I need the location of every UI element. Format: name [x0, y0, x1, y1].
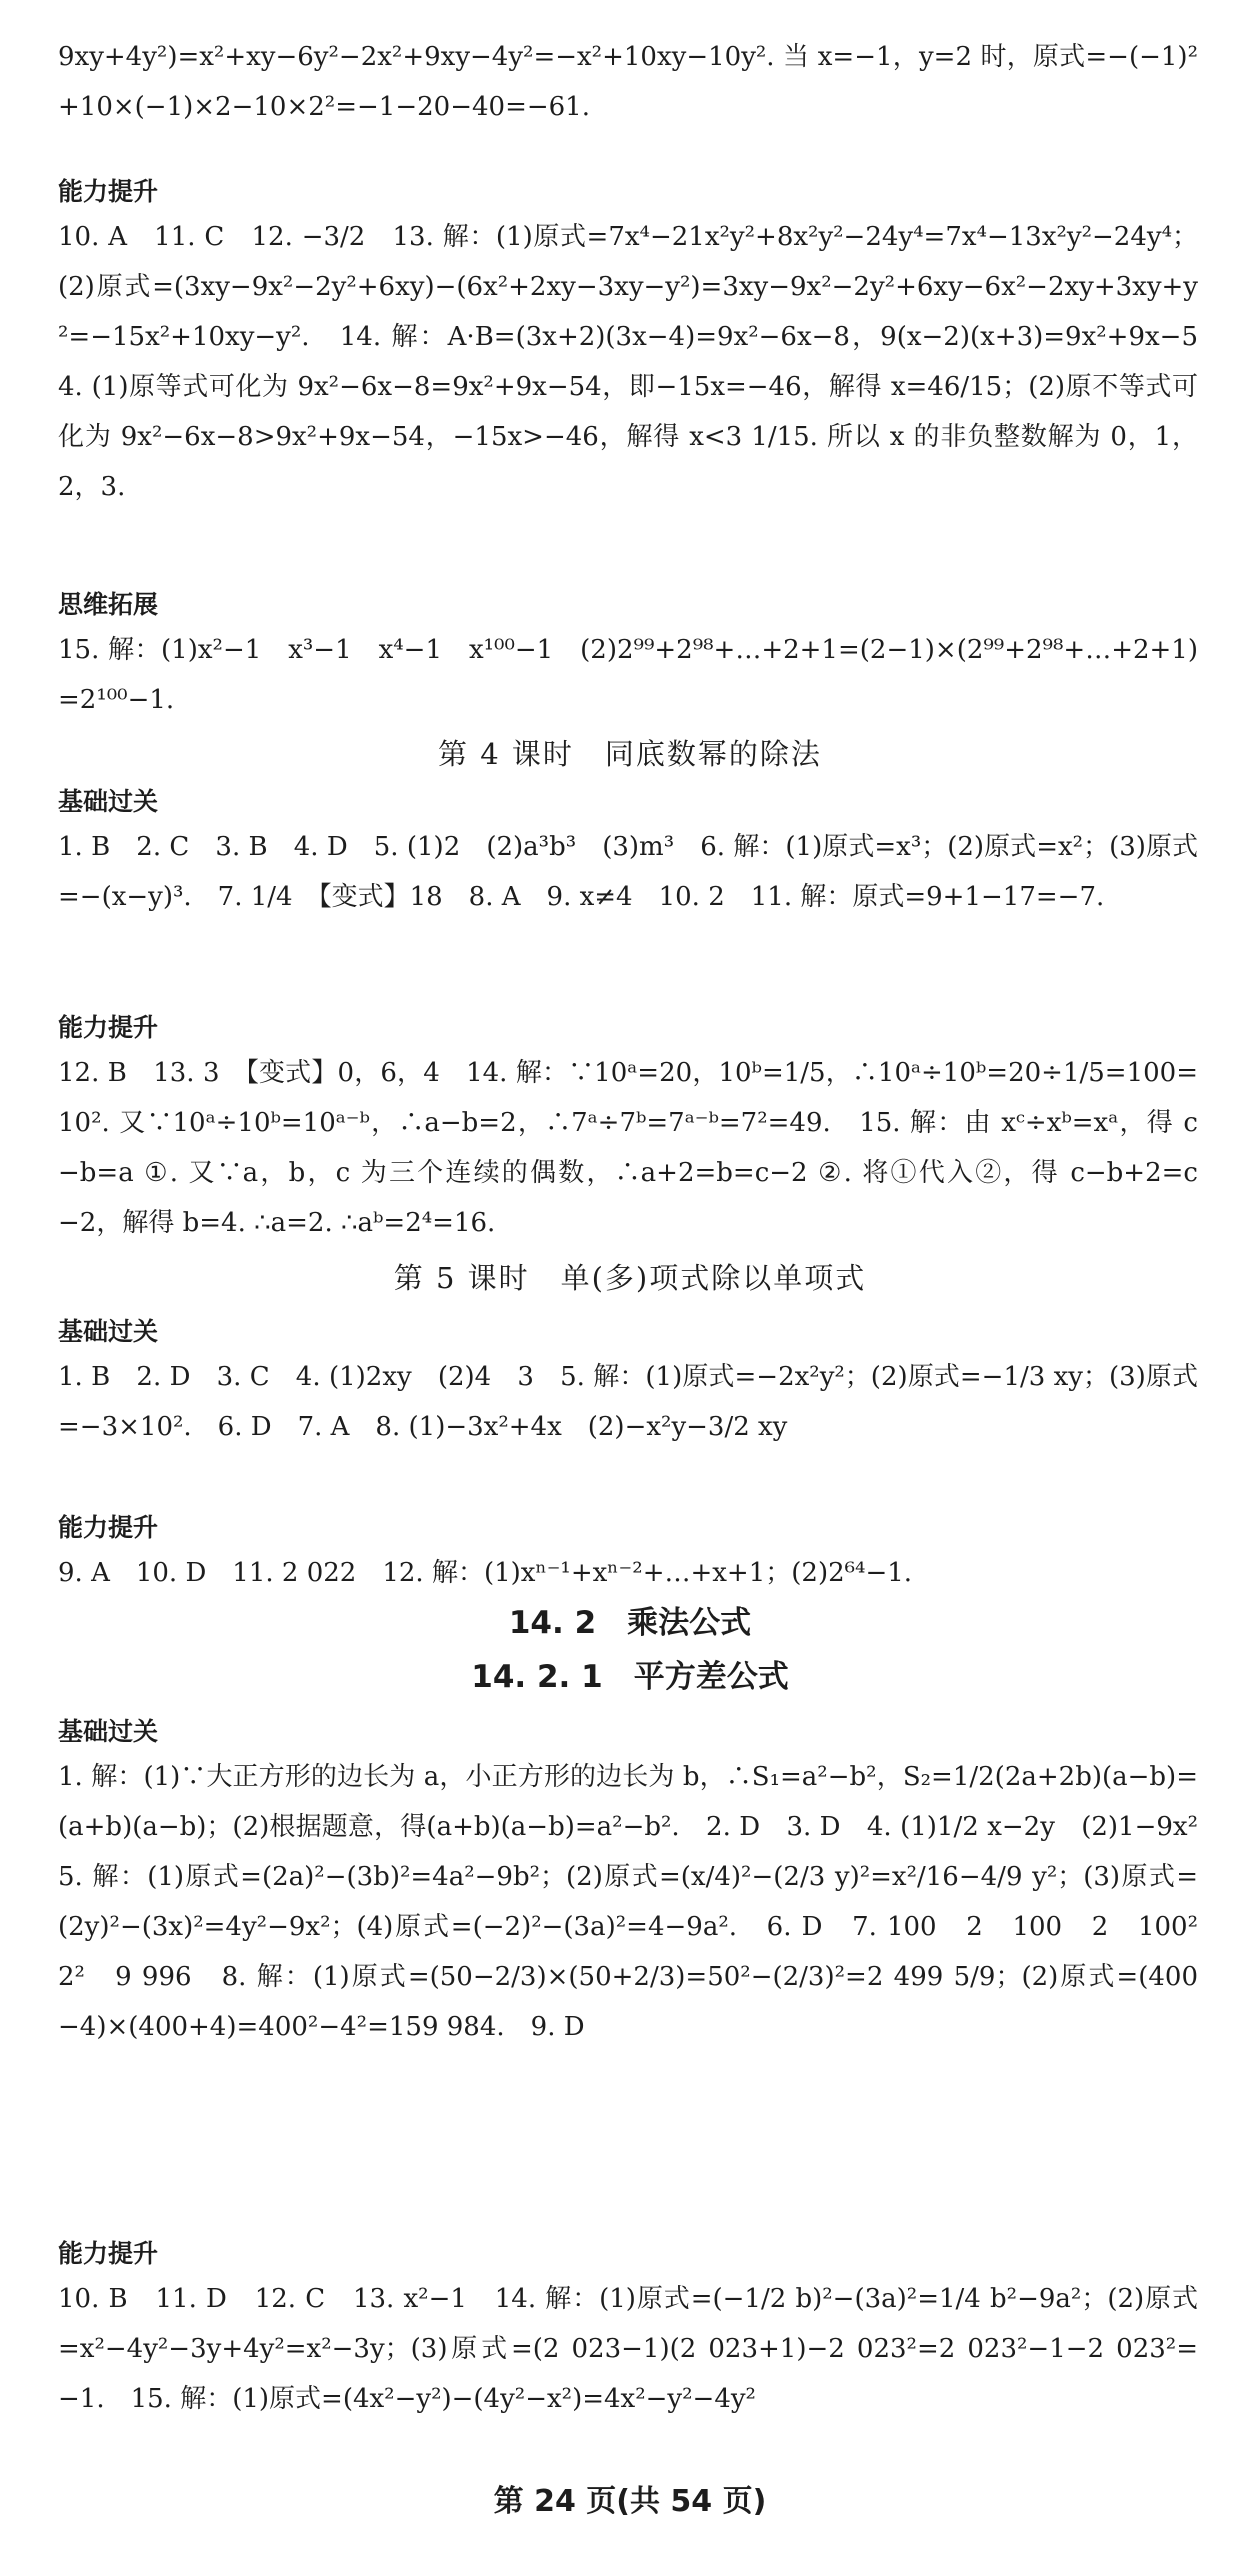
answer-text: 1. B 2. D 3. C 4. (1)2xy (2)4 3 5. 解：(1)原式=−2x²y²；(2)原式=−1/3 xy；(3)原式=−3×10². 6. D 7. A 8. (1)−3x²+4x (2)−x²y−3/2 xy: [58, 1362, 1198, 1442]
lesson-4-title: 第 4 课时 同底数幂的除法: [438, 737, 822, 771]
answer-text: 10. A 11. C 12. −3/2 13. 解：(1)原式=7x⁴−21x²y²+8x²y²−24y⁴=7x⁴−13x²y²−24y⁴；(2)原式=(3xy−9x²−2y²+6xy)−(6x²+2xy−3xy−y²)=3xy−9x²−2y²+6xy−6x²−2xy+3xy+y²=−15x²+10xy−y². 14. 解：A·B=(3x+2)(3x−4)=9x²−6x−8，9(x−2)(x+3)=9x²+9x−54. (1)原等式可化为 9x²−6x−8=9x²+9x−54，即−15x=−46，解得 x=46/15；(2)原不等式可化为 9x²−6x−8>9x²+9x−54，−15x>−46，解得 x<3 1/15. 所以 x 的非负整数解为 0，1，2，3.: [58, 222, 1198, 502]
answer-text: 12. B 13. 3 【变式】0，6，4 14. 解：∵10ᵃ=20，10ᵇ=1/5，∴10ᵃ÷10ᵇ=20÷1/5=100=10². 又∵10ᵃ÷10ᵇ=10ᵃ⁻ᵇ，∴a−b=2，∴7ᵃ÷7ᵇ=7ᵃ⁻ᵇ=7²=49. 15. 解：由 xᶜ÷xᵇ=xᵃ，得 c−b=a ①. 又∵a，b，c 为三个连续的偶数，∴a+2=b=c−2 ②. 将①代入②，得 c−b+2=c−2，解得 b=4. ∴a=2. ∴aᵇ=2⁴=16.: [58, 1058, 1198, 1238]
section-14-2-title: 14. 2 乘法公式: [508, 1605, 752, 1641]
section-heading: 基础过关: [58, 1317, 159, 1346]
lesson-5-basic: [58, 1312, 1198, 1452]
continuation-block: [58, 32, 1198, 132]
section-heading: 能力提升: [58, 177, 159, 206]
section-14-2-1-title: 14. 2. 1 平方差公式: [471, 1659, 789, 1695]
section-heading: 基础过关: [58, 787, 159, 816]
lesson-5-ability: [58, 1508, 1198, 1598]
lesson-4-basic: [58, 782, 1198, 922]
answer-text: 10. B 11. D 12. C 13. x²−1 14. 解：(1)原式=(−1/2 b)²−(3a)²=1/4 b²−9a²；(2)原式=x²−4y²−3y+4y²=x²−3y；(3)原式=(2 023−1)(2 023+1)−2 023²=2 023²−1−2 023²=−1. 15. 解：(1)原式=(4x²−y²)−(4y²−x²)=4x²−y²−4y²: [58, 2284, 1198, 2414]
ability-section-1: [58, 172, 1198, 512]
lesson-4-ability: [58, 1008, 1198, 1248]
thinking-section: [58, 585, 1198, 725]
section-heading: 思维拓展: [58, 590, 159, 619]
answer-text: 15. 解：(1)x²−1 x³−1 x⁴−1 x¹⁰⁰−1 (2)2⁹⁹+2⁹⁸+…+2+1=(2−1)×(2⁹⁹+2⁹⁸+…+2+1)=2¹⁰⁰−1.: [58, 635, 1198, 715]
section-heading: 能力提升: [58, 2239, 159, 2268]
continuation-text: 9xy+4y²)=x²+xy−6y²−2x²+9xy−4y²=−x²+10xy−10y². 当 x=−1，y=2 时，原式=−(−1)²+10×(−1)×2−10×2²=−1−20−40=−61.: [58, 42, 1198, 122]
section-heading: 基础过关: [58, 1717, 159, 1746]
section-14-2-1-basic: [58, 1712, 1225, 2052]
answer-text: 9. A 10. D 11. 2 022 12. 解：(1)xⁿ⁻¹+xⁿ⁻²+…+x+1；(2)2⁶⁴−1.: [58, 1558, 913, 1588]
lesson-5-title: 第 5 课时 单(多)项式除以单项式: [393, 1261, 867, 1295]
section-heading: 能力提升: [58, 1513, 159, 1542]
answer-text: 1. B 2. C 3. B 4. D 5. (1)2 (2)a³b³ (3)m³ 6. 解：(1)原式=x³；(2)原式=x²；(3)原式=−(x−y)³. 7. 1/4 【变式】18 8. A 9. x≠4 10. 2 11. 解：原式=9+1−17=−7.: [58, 832, 1198, 912]
answer-text: 1. 解：(1)∵大正方形的边长为 a，小正方形的边长为 b，∴S₁=a²−b²，S₂=1/2(2a+2b)(a−b)=(a+b)(a−b)；(2)根据题意，得(a+b)(a−b)=a²−b². 2. D 3. D 4. (1)1/2 x−2y (2)1−9x² 5. 解：(1)原式=(2a)²−(3b)²=4a²−9b²；(2)原式=(x/4)²−(2/3 y)²=x²/16−4/9 y²；(3)原式=(2y)²−(3x)²=4y²−9x²；(4)原式=(−2)²−(3a)²=4−9a². 6. D 7. 100 2 100 2 100² 2² 9 996 8. 解：(1)原式=(50−2/3)×(50+2/3)=50²−(2/3)²=2 499 5/9；(2)原式=(400−4)×(400+4)=400²−4²=159 984. 9. D: [58, 1762, 1225, 2042]
page-number: 第 24 页(共 54 页): [493, 2484, 767, 2519]
section-heading: 能力提升: [58, 1013, 159, 1042]
section-14-2-1-ability: [58, 2234, 1198, 2424]
